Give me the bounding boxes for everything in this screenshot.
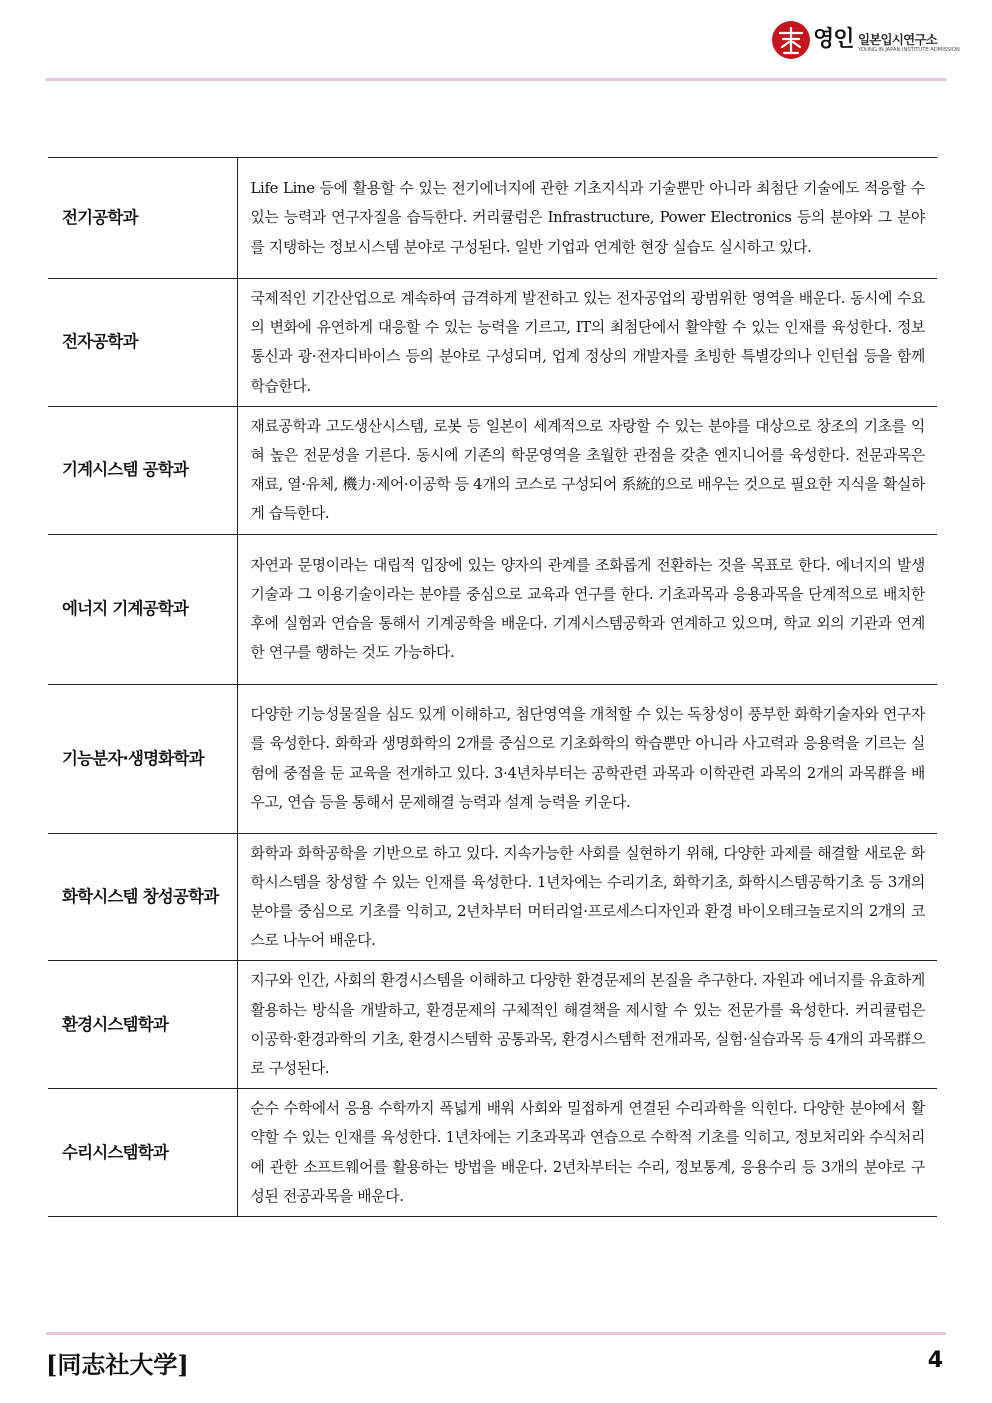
major-name: 에너지 기계공학과	[48, 534, 237, 684]
seal-icon	[771, 20, 811, 60]
table-row	[48, 406, 937, 534]
major-name: 기계시스템 공학과	[48, 406, 237, 534]
page-number: 4	[927, 1348, 943, 1373]
table-row	[48, 534, 937, 684]
major-name: 수리시스템학과	[48, 1089, 237, 1217]
footer-school-name: [同志社大学]	[46, 1350, 189, 1379]
table-row	[48, 684, 937, 833]
major-description: 지구와 인간, 사회의 환경시스템을 이해하고 다양한 환경문제의 본질을 추구한다. 자원과 에너지를 유효하게 활용하는 방식을 개발하고, 환경문제의 구체적인 해결책을 제시할 수 있는 전문가를 육성한다. 커리큘럼은 이공학·환경과학의 기초, 환경시스템학 공통과목, 환경시스템학 전개과목, 실험·실습과목 등 4개의 과목群으로 구성된다.	[237, 961, 937, 1089]
major-name: 전기공학과	[48, 158, 237, 279]
majors-table	[48, 157, 937, 1217]
major-description: 화학과 화학공학을 기반으로 하고 있다. 지속가능한 사회를 실현하기 위해, 다양한 과제를 해결할 새로운 화학시스템을 창성할 수 있는 인재를 육성한다. 1년차에는 수리기초, 화학기초, 화학시스템공학기초 등 3개의 분야를 중심으로 기초를 익히고, 2년차부터 머터리얼·프로세스디자인과 환경 바이오테크놀로지의 2개의 코스로 나누어 배운다.	[237, 833, 937, 961]
institute-logo	[771, 20, 960, 64]
major-description: Life Line 등에 활용할 수 있는 전기에너지에 관한 기초지식과 기술뿐만 아니라 최첨단 기술에도 적응할 수 있는 능력과 연구자질을 습득한다. 커리큘럼은 Infrastructure, Power Electronics 등의 분야와 그 분야를 지탱하는 정보시스템 분야로 구성된다. 일반 기업과 연계한 현장 실습도 실시하고 있다.	[237, 158, 937, 279]
header-divider	[46, 78, 946, 81]
major-name: 기능분자·생명화학과	[48, 684, 237, 833]
major-name: 환경시스템학과	[48, 961, 237, 1089]
logo-name: 일본입시연구소	[858, 32, 937, 47]
major-name: 화학시스템 창성공학과	[48, 833, 237, 961]
logo-subtitle: YOUNG IN JAPAN INSTITUTE ADMISSION	[858, 47, 960, 53]
table-row	[48, 158, 937, 279]
footer-divider	[46, 1332, 946, 1335]
logo-brand: 영인	[813, 27, 854, 52]
table-row	[48, 279, 937, 407]
major-description: 재료공학과 고도생산시스템, 로봇 등 일본이 세계적으로 자랑할 수 있는 분야를 대상으로 창조의 기초를 익혀 높은 전문성을 기른다. 동시에 기존의 학문영역을 초월한 관점을 갖춘 엔지니어를 육성한다. 전문과목은 재료, 열·유체, 機力·제어·이공학 등 4개의 코스로 구성되어 系統的으로 배우는 것으로 필요한 지식을 확실하게 습득한다.	[237, 406, 937, 534]
table-row	[48, 961, 937, 1089]
major-description: 국제적인 기간산업으로 계속하여 급격하게 발전하고 있는 전자공업의 광범위한 영역을 배운다. 동시에 수요의 변화에 유연하게 대응할 수 있는 능력을 기르고, IT의 최첨단에서 활약할 수 있는 인재를 육성한다. 정보통신과 광·전자디바이스 등의 분야로 구성되며, 업계 정상의 개발자를 초빙한 특별강의나 인턴쉽 등을 함께 학습한다.	[237, 279, 937, 407]
major-description: 자연과 문명이라는 대립적 입장에 있는 양자의 관계를 조화롭게 전환하는 것을 목표로 한다. 에너지의 발생기술과 그 이용기술이라는 분야를 중심으로 교육과 연구를 한다. 기초과목과 응용과목을 단계적으로 배치한 후에 실험과 연습을 통해서 기계공학을 배운다. 기계시스템공학과 연계하고 있으며, 학교 외의 기관과 연계한 연구를 행하는 것도 가능하다.	[237, 534, 937, 684]
table-row	[48, 833, 937, 961]
table-row	[48, 1089, 937, 1217]
major-name: 전자공학과	[48, 279, 237, 407]
major-description: 다양한 기능성물질을 심도 있게 이해하고, 첨단영역을 개척할 수 있는 독창성이 풍부한 화학기술자와 연구자를 육성한다. 화학과 생명화학의 2개를 중심으로 기초화학의 학습뿐만 아니라 사고력과 응용력을 기르는 실험에 중점을 둔 교육을 전개하고 있다. 3·4년차부터는 공학관련 과목과 이학관련 과목의 2개의 과목群을 배우고, 연습 등을 통해서 문제해결 능력과 설계 능력을 키운다.	[237, 684, 937, 833]
major-description: 순수 수학에서 응용 수학까지 폭넓게 배워 사회와 밀접하게 연결된 수리과학을 익힌다. 다양한 분야에서 활약할 수 있는 인재를 육성한다. 1년차에는 기초과목과 연습으로 수학적 기초를 익히고, 정보처리와 수식처리에 관한 소프트웨어를 활용하는 방법을 배운다. 2년차부터는 수리, 정보통계, 응용수리 등 3개의 분야로 구성된 전공과목을 배운다.	[237, 1089, 937, 1217]
page-header	[0, 0, 992, 90]
